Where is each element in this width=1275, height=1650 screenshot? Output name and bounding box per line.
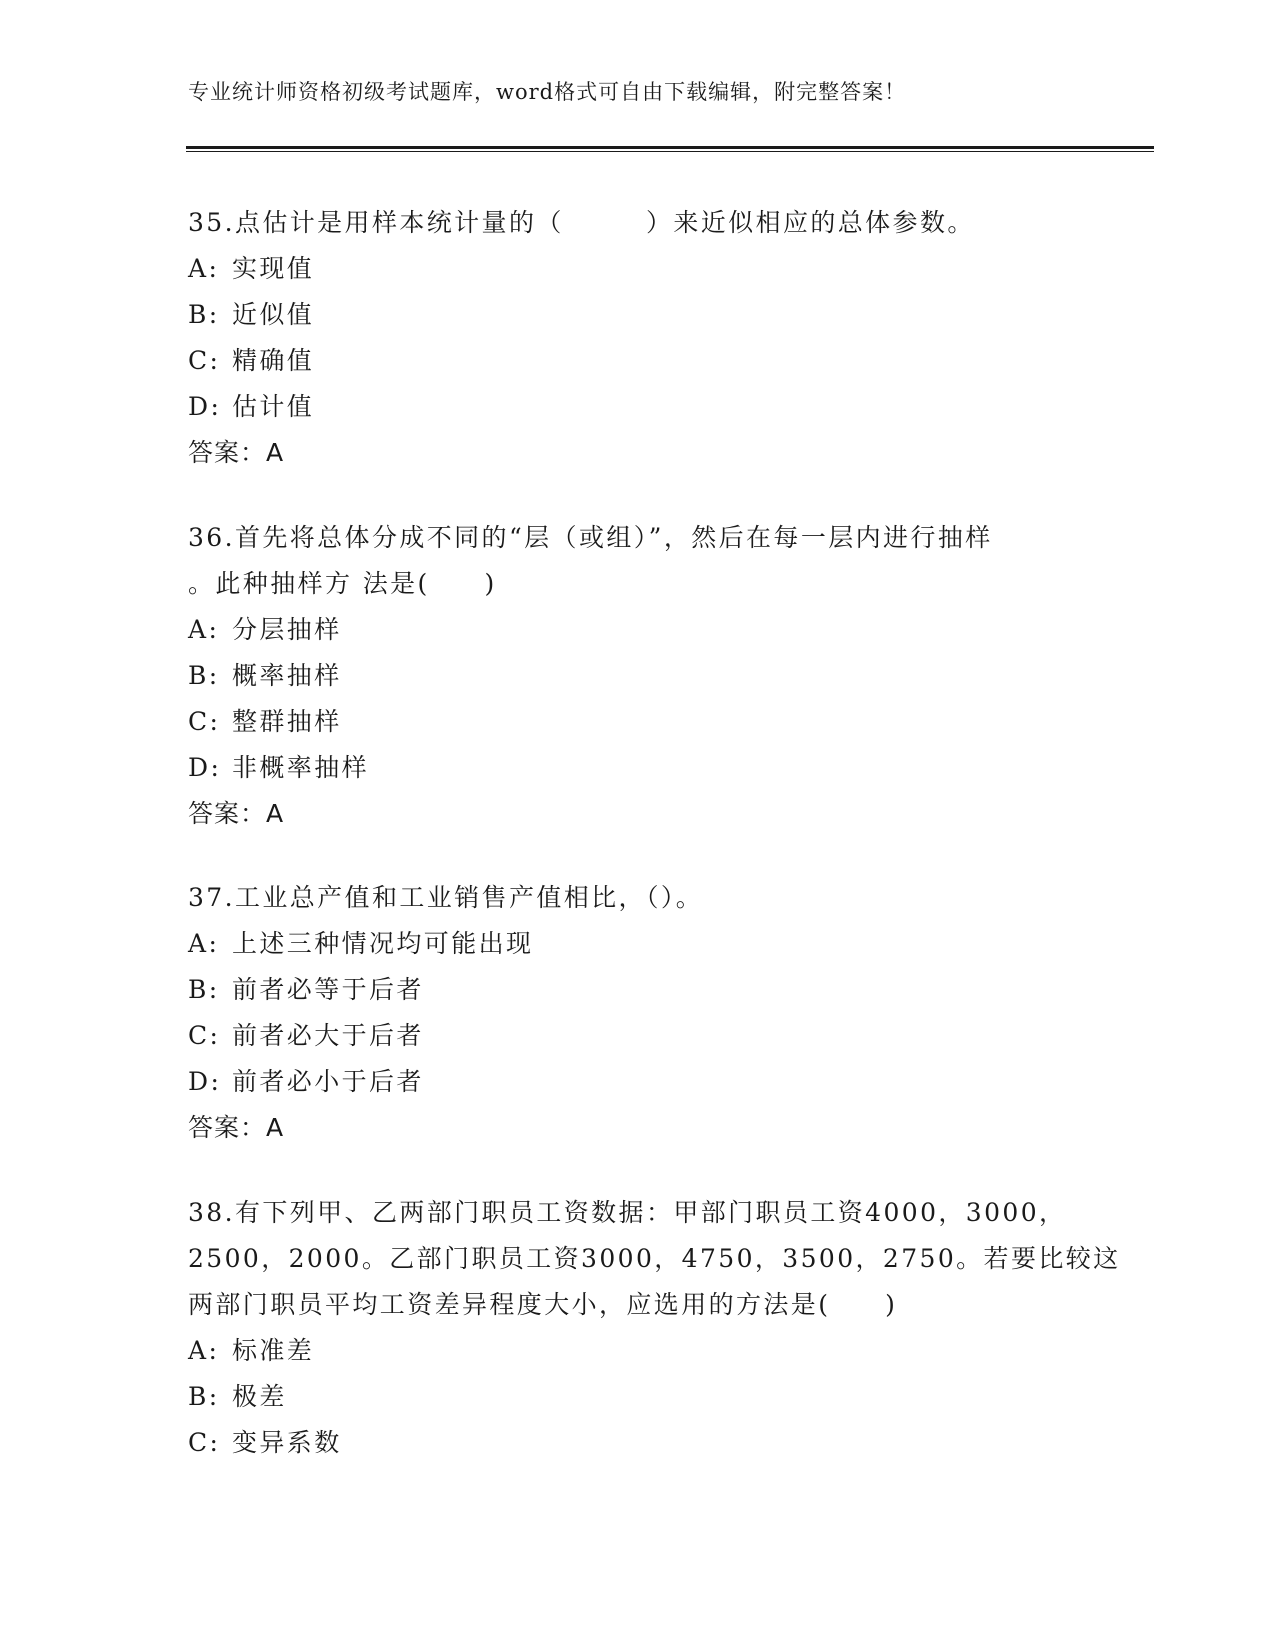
option-letter: A: — [188, 254, 220, 283]
option-b — [188, 653, 1088, 699]
answer: 答案：A — [188, 438, 285, 467]
option-text: 估计值 — [232, 392, 315, 421]
option-letter: B: — [188, 300, 220, 329]
option-c — [188, 699, 1088, 745]
option-letter: C: — [188, 707, 221, 736]
question-38 — [188, 1190, 1121, 1466]
option-letter: C: — [188, 346, 221, 375]
option-letter: A: — [188, 615, 220, 644]
question-37 — [188, 875, 1088, 1151]
header-divider-thin — [186, 151, 1154, 152]
option-text: 极差 — [232, 1382, 287, 1411]
option-text: 概率抽样 — [232, 661, 342, 690]
option-d — [188, 384, 1088, 430]
option-d — [188, 745, 1088, 791]
option-text: 变异系数 — [232, 1428, 342, 1457]
question-stem: 38.有下列甲、乙两部门职员工资数据：甲部门职员工资4000，3000， — [188, 1198, 1067, 1227]
option-b — [188, 292, 1088, 338]
option-c — [188, 1013, 1088, 1059]
header-title: 专业统计师资格初级考试题库，word格式可自由下载编辑，附完整答案！ — [188, 80, 907, 104]
question-stem: 两部门职员平均工资差异程度大小，应选用的方法是( ) — [188, 1290, 898, 1319]
question-stem: 。此种抽样方 法是( ) — [188, 569, 497, 598]
option-letter: B: — [188, 1382, 220, 1411]
option-c — [188, 338, 1088, 384]
option-letter: D: — [188, 1067, 222, 1096]
option-text: 前者必等于后者 — [232, 975, 424, 1004]
question-36 — [188, 515, 1088, 837]
question-stem: 37.工业总产值和工业销售产值相比，（）。 — [188, 883, 704, 912]
option-a — [188, 921, 1088, 967]
option-letter: C: — [188, 1428, 221, 1457]
option-text: 近似值 — [232, 300, 315, 329]
option-b — [188, 967, 1088, 1013]
option-d — [188, 1059, 1088, 1105]
option-text: 实现值 — [232, 254, 315, 283]
answer: 答案：A — [188, 799, 285, 828]
option-text: 上述三种情况均可能出现 — [232, 929, 534, 958]
option-letter: B: — [188, 975, 220, 1004]
option-a — [188, 246, 1088, 292]
option-a — [188, 1328, 1088, 1374]
question-stem: 2500，2000。乙部门职员工资3000，4750，3500，2750。若要比较这 — [188, 1244, 1121, 1273]
question-35 — [188, 200, 1088, 476]
option-text: 前者必大于后者 — [232, 1021, 424, 1050]
option-text: 非概率抽样 — [232, 753, 370, 782]
answer: 答案：A — [188, 1113, 285, 1142]
option-c — [188, 1420, 1088, 1466]
option-text: 分层抽样 — [232, 615, 342, 644]
option-letter: C: — [188, 1021, 221, 1050]
option-letter: A: — [188, 929, 220, 958]
option-letter: D: — [188, 392, 222, 421]
option-text: 标准差 — [232, 1336, 315, 1365]
option-letter: D: — [188, 753, 222, 782]
question-stem: 35.点估计是用样本统计量的（ ）来近似相应的总体参数。 — [188, 208, 975, 237]
question-stem: 36.首先将总体分成不同的“层（或组）”，然后在每一层内进行抽样 — [188, 523, 993, 552]
option-text: 整群抽样 — [232, 707, 342, 736]
option-text: 精确值 — [232, 346, 315, 375]
option-text: 前者必小于后者 — [232, 1067, 424, 1096]
option-b — [188, 1374, 1088, 1420]
option-letter: A: — [188, 1336, 220, 1365]
option-a — [188, 607, 1088, 653]
option-letter: B: — [188, 661, 220, 690]
header-divider — [186, 146, 1154, 149]
